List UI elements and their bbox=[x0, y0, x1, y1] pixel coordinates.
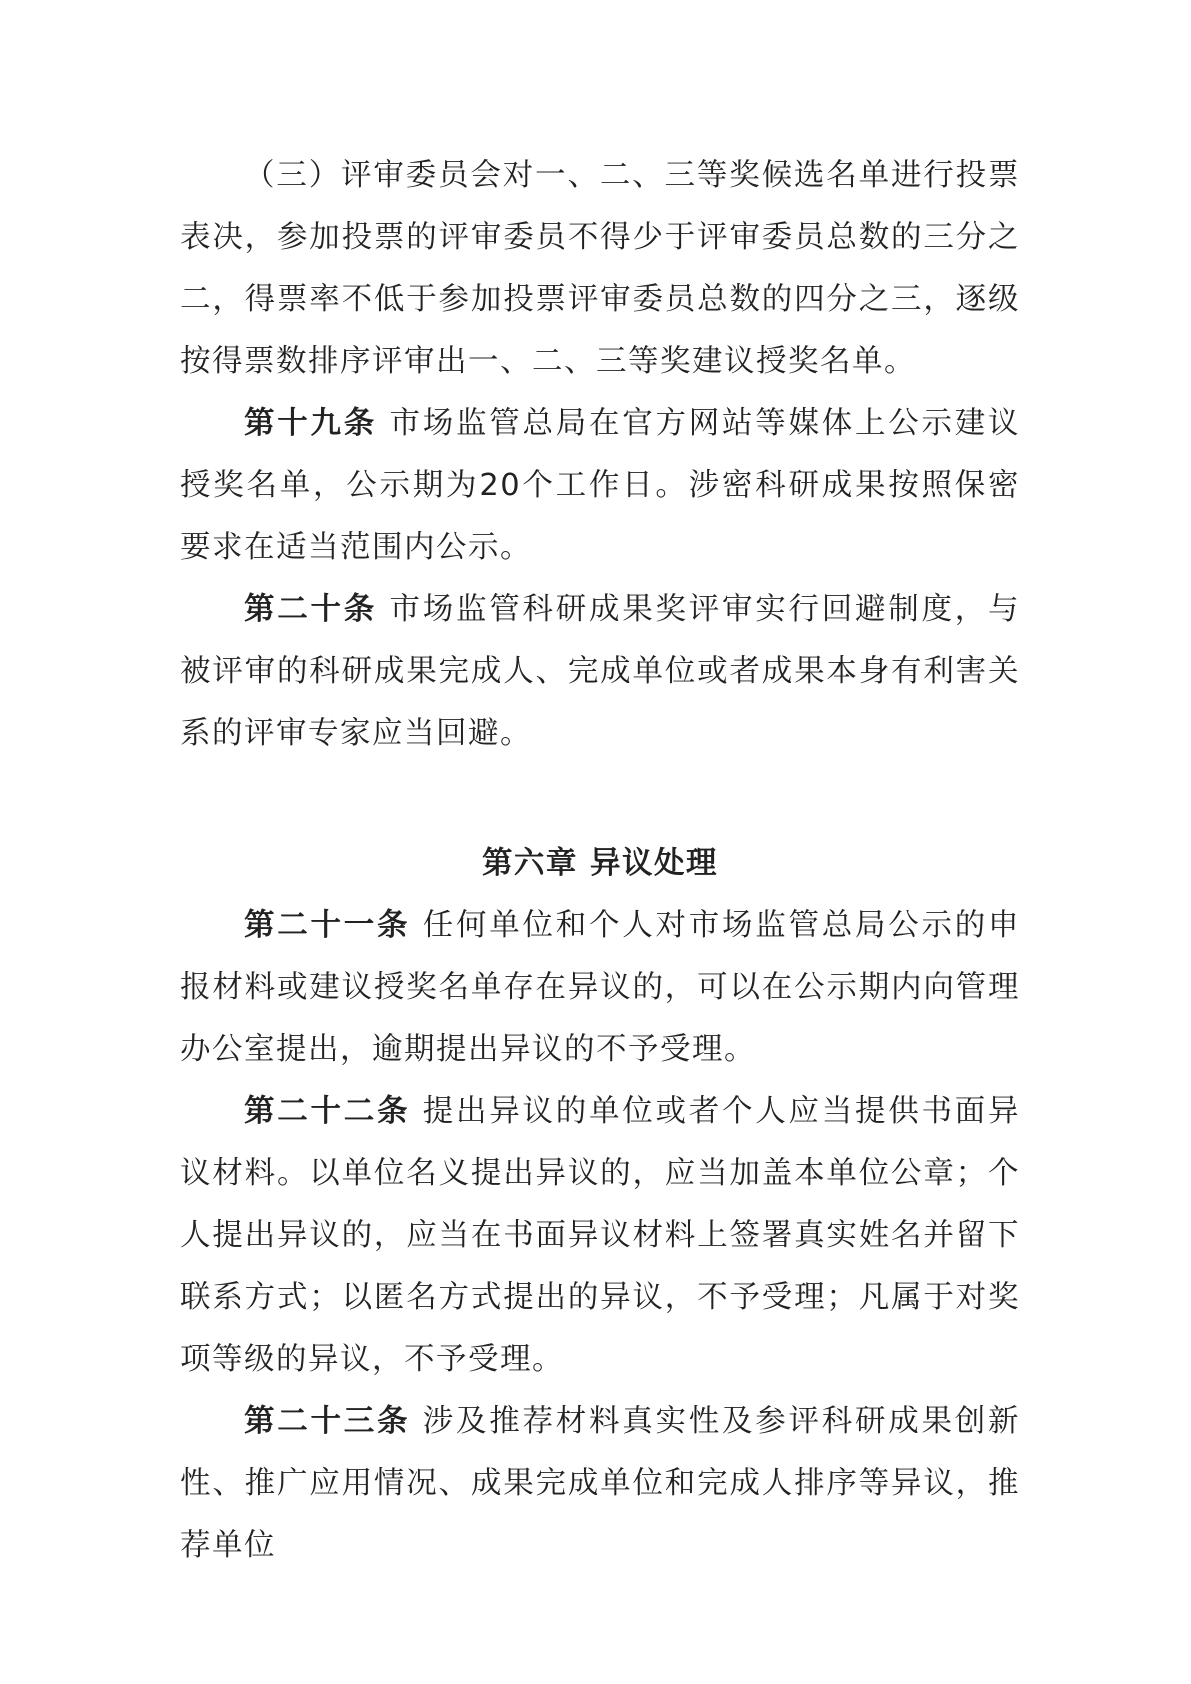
paragraph-voting-rules bbox=[180, 145, 1020, 393]
article-number: 第二十一条 bbox=[244, 908, 411, 943]
article-22 bbox=[180, 1081, 1020, 1391]
article-text: 市场监管总局在官方网站等媒体上公示建议授奖名单，公示期为20个工作日。涉密科研成果按照保密要求在适当范围内公示。 bbox=[180, 406, 1021, 565]
article-number: 第二十二条 bbox=[244, 1094, 411, 1129]
body-text-block-top bbox=[180, 145, 1020, 765]
article-text: 任何单位和个人对市场监管总局公示的申报材料或建议授奖名单存在异议的，可以在公示期内向管理办公室提出，逾期提出异议的不予受理。 bbox=[180, 908, 1021, 1067]
paragraph-text: （三）评审委员会对一、二、三等奖候选名单进行投票表决，参加投票的评审委员不得少于评审委员总数的三分之二，得票率不低于参加投票评审委员总数的四分之三，逐级按得票数排序评审出一、二、三等奖建议授奖名单。 bbox=[180, 158, 1020, 379]
body-text-block-bottom bbox=[180, 895, 1020, 1577]
article-23 bbox=[180, 1391, 1020, 1577]
article-number: 第十九条 bbox=[244, 406, 378, 441]
article-20 bbox=[180, 579, 1020, 765]
article-text: 涉及推荐材料真实性及参评科研成果创新性、推广应用情况、成果完成单位和完成人排序等异议，推荐单位 bbox=[180, 1404, 1021, 1563]
article-text: 市场监管科研成果奖评审实行回避制度，与被评审的科研成果完成人、完成单位或者成果本身有利害关系的评审专家应当回避。 bbox=[180, 592, 1021, 751]
article-text: 提出异议的单位或者个人应当提供书面异议材料。以单位名义提出异议的，应当加盖本单位公章；个人提出异议的，应当在书面异议材料上签署真实姓名并留下联系方式；以匿名方式提出的异议，不予受理；凡属于对奖项等级的异议，不予受理。 bbox=[180, 1094, 1021, 1377]
article-number: 第二十三条 bbox=[244, 1404, 411, 1439]
chapter-heading: 第六章 异议处理 bbox=[481, 846, 719, 881]
article-21 bbox=[180, 895, 1020, 1081]
article-number: 第二十条 bbox=[244, 592, 378, 627]
article-19 bbox=[180, 393, 1020, 579]
